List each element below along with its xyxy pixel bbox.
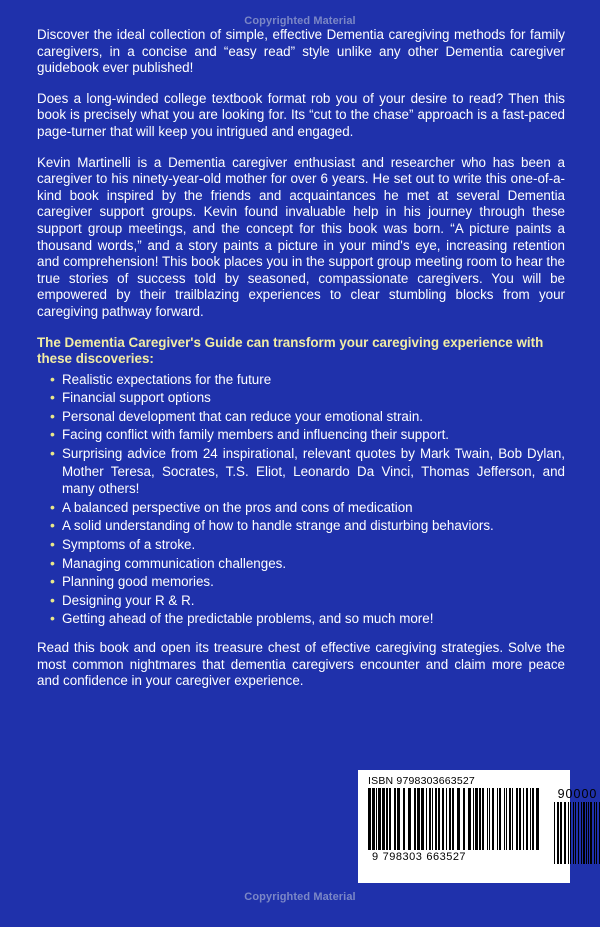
addon-price-code: 90000 bbox=[557, 787, 598, 801]
list-item: • Symptoms of a stroke. bbox=[50, 536, 565, 554]
isbn-barcode-block bbox=[358, 770, 598, 883]
copyright-watermark-bottom: Copyrighted Material bbox=[244, 891, 356, 903]
list-item: • Planning good memories. bbox=[50, 573, 565, 591]
isbn-label: ISBN 9798303663527 bbox=[368, 775, 475, 787]
blurb-paragraph-3: Kevin Martinelli is a Dementia caregiver enthusiast and researcher who has been a caregiver to his ninety-year-old mother for over 6 years. He set out to write this one-of-a-kind book inspired by the friends and acquaintances he met at several Dementia caregiver support groups. Kevin found invaluable help in his journey through these support group meetings, and the concept for this book was born. “A picture paints a thousand words,” and a story paints a picture in your mind's eye, increasing retention and comprehension! This book places you in the support group meeting room to hear the true stories of success told by seasoned, compassionate caregivers. You will be empowered by their trailblazing experiences to clear stumbling blocks from your caregiving pathway forward. bbox=[37, 154, 565, 319]
ean13-barcode bbox=[368, 788, 541, 863]
ean5-addon bbox=[554, 788, 600, 864]
blurb-paragraph-1: Discover the ideal collection of simple, effective Dementia caregiving methods for family caregivers, in a concise and “easy read” style unlike any other Dementia caregiver guidebook ever published! bbox=[37, 27, 565, 76]
list-item: • Financial support options bbox=[50, 389, 565, 407]
ean13-digits bbox=[372, 851, 541, 863]
list-item: • Realistic expectations for the future bbox=[50, 371, 565, 389]
closing-paragraph: Read this book and open its treasure chest of effective caregiving strategies. Solve the most common nightmares that dementia caregivers encounter and claim more peace and confidence in your caregiver experience. bbox=[37, 640, 565, 689]
ean5-bars bbox=[554, 802, 600, 864]
ean13-digit-group-mid: 798303 bbox=[382, 851, 423, 863]
ean13-digit-group-right: 663527 bbox=[426, 851, 467, 863]
ean13-digit-group-left: 9 bbox=[372, 851, 379, 863]
list-item: • A balanced perspective on the pros and cons of medication bbox=[50, 499, 565, 517]
features-heading: The Dementia Caregiver's Guide can transform your caregiving experience with these discoveries: bbox=[37, 334, 544, 367]
blurb-content bbox=[37, 27, 565, 690]
blurb-paragraph-2: Does a long-winded college textbook format rob you of your desire to read? Then this book is precisely what you are looking for. Its “cut to the chase” approach is a fast-paced page-turner that will keep you intrigued and engaged. bbox=[37, 90, 565, 139]
features-list bbox=[37, 371, 565, 628]
list-item: • Facing conflict with family members and influencing their support. bbox=[50, 426, 565, 444]
list-item: • Managing communication challenges. bbox=[50, 555, 565, 573]
list-item: • Designing your R & R. bbox=[50, 592, 565, 610]
list-item: • Surprising advice from 24 inspirational, relevant quotes by Mark Twain, Bob Dylan, Mother Teresa, Socrates, T.S. Eliot, Leonardo Da Vinci, Thomas Jefferson, and many others! bbox=[50, 445, 565, 498]
list-item: • Personal development that can reduce your emotional strain. bbox=[50, 408, 565, 426]
ean13-bars bbox=[368, 788, 541, 850]
list-item: • A solid understanding of how to handle strange and disturbing behaviors. bbox=[50, 517, 565, 535]
list-item: • Getting ahead of the predictable problems, and so much more! bbox=[50, 610, 565, 628]
barcode-row bbox=[364, 787, 598, 864]
copyright-watermark-top: Copyrighted Material bbox=[244, 15, 356, 27]
